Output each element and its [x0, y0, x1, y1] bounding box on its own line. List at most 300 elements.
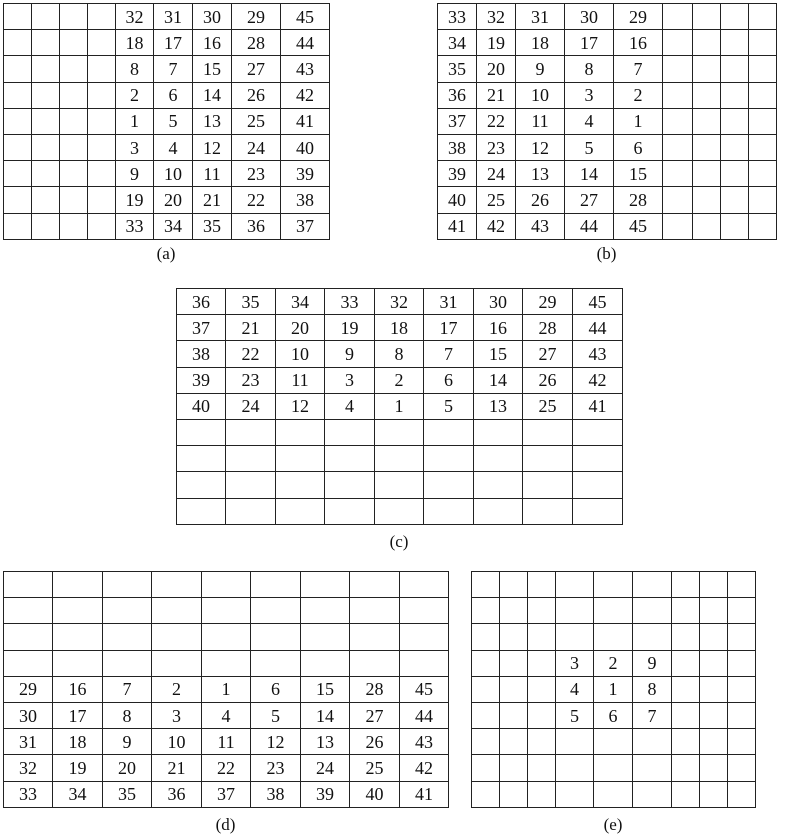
grid-cell: 24 [301, 755, 350, 781]
grid-cell: 42 [400, 755, 449, 781]
grid-cell [594, 624, 633, 650]
grid-row [177, 341, 623, 367]
grid-cell [663, 161, 693, 187]
grid-cell [594, 598, 633, 624]
grid-cell: 14 [193, 82, 232, 108]
grid-cell [728, 729, 756, 755]
grid-cell: 35 [438, 56, 477, 82]
grid-row [177, 367, 623, 393]
grid-cell: 29 [523, 289, 573, 315]
panel-caption-a: (a) [156, 244, 176, 263]
grid-cell: 1 [594, 676, 633, 702]
grid-cell: 41 [281, 108, 330, 134]
grid-cell [472, 650, 500, 676]
grid-cell: 9 [325, 341, 375, 367]
grid-cell: 29 [614, 4, 663, 30]
grid-cell: 13 [474, 393, 523, 419]
grid-cell [177, 419, 226, 445]
grid-cell [728, 572, 756, 598]
grid-cell: 2 [594, 650, 633, 676]
grid-cell: 17 [53, 702, 103, 728]
grid-cell [60, 213, 88, 239]
grid-cell: 8 [565, 56, 614, 82]
grid-cell [728, 755, 756, 781]
grid-cell [202, 624, 251, 650]
grid-row [472, 781, 756, 807]
grid-cell: 12 [276, 393, 325, 419]
grid-cell: 22 [226, 341, 276, 367]
grid-cell: 19 [477, 30, 516, 56]
grid-cell: 27 [523, 341, 573, 367]
grid-cell [672, 624, 700, 650]
grid-cell [749, 4, 777, 30]
grid-cell [672, 755, 700, 781]
grid-cell [721, 187, 749, 213]
grid-cell [721, 108, 749, 134]
grid-cell: 17 [154, 30, 193, 56]
grid-cell [4, 213, 32, 239]
grid-row [438, 213, 777, 239]
grid-cell [728, 781, 756, 807]
grid-cell: 43 [573, 341, 623, 367]
grid-cell [53, 624, 103, 650]
grid-cell [663, 4, 693, 30]
grid-row [438, 187, 777, 213]
grid-cell: 44 [400, 702, 449, 728]
grid-cell: 39 [438, 161, 477, 187]
grid-cell [728, 650, 756, 676]
grid-cell [721, 134, 749, 160]
grid-cell: 40 [281, 134, 330, 160]
grid-cell [556, 572, 594, 598]
grid-cell [4, 82, 32, 108]
grid-cell [721, 4, 749, 30]
grid-panel-a [3, 3, 330, 240]
grid-cell: 11 [193, 161, 232, 187]
grid-row [4, 598, 449, 624]
grid-cell [672, 781, 700, 807]
grid-cell: 34 [276, 289, 325, 315]
grid-cell: 35 [103, 781, 152, 807]
grid-row [4, 781, 449, 807]
grid-cell: 26 [232, 82, 281, 108]
grid-cell [88, 134, 116, 160]
grid-cell: 6 [594, 702, 633, 728]
grid-cell: 18 [53, 729, 103, 755]
grid-cell [700, 598, 728, 624]
grid-cell: 28 [350, 676, 400, 702]
panel-caption-e: (e) [603, 815, 623, 834]
grid-cell [573, 446, 623, 472]
grid-row [4, 755, 449, 781]
grid-cell [728, 676, 756, 702]
grid-cell: 9 [633, 650, 672, 676]
grid-cell: 45 [281, 4, 330, 30]
grid-cell [474, 446, 523, 472]
grid-cell [749, 82, 777, 108]
grid-cell [276, 472, 325, 498]
grid-cell [251, 598, 301, 624]
grid-cell [60, 82, 88, 108]
grid-cell [375, 498, 424, 524]
grid-cell [60, 187, 88, 213]
grid-cell [528, 572, 556, 598]
grid-cell [4, 598, 53, 624]
grid-cell [633, 729, 672, 755]
grid-cell: 15 [474, 341, 523, 367]
grid-cell [472, 755, 500, 781]
grid-cell: 36 [232, 213, 281, 239]
grid-cell [721, 161, 749, 187]
grid-cell: 33 [325, 289, 375, 315]
grid-cell [573, 498, 623, 524]
grid-row [4, 187, 330, 213]
grid-cell [693, 82, 721, 108]
grid-cell: 32 [477, 4, 516, 30]
grid-cell [60, 56, 88, 82]
grid-cell: 4 [154, 134, 193, 160]
grid-cell [400, 572, 449, 598]
grid-cell: 39 [301, 781, 350, 807]
grid-cell [523, 446, 573, 472]
grid-cell: 25 [232, 108, 281, 134]
grid-cell: 28 [614, 187, 663, 213]
grid-cell [53, 598, 103, 624]
grid-cell [594, 729, 633, 755]
grid-cell: 3 [325, 367, 375, 393]
grid-cell [500, 781, 528, 807]
grid-cell: 41 [573, 393, 623, 419]
grid-cell [749, 30, 777, 56]
grid-cell [633, 572, 672, 598]
grid-cell [594, 572, 633, 598]
grid-cell: 32 [375, 289, 424, 315]
grid-row [4, 572, 449, 598]
grid-cell: 7 [103, 676, 152, 702]
grid-cell: 15 [301, 676, 350, 702]
grid-cell [700, 729, 728, 755]
grid-cell [177, 472, 226, 498]
grid-cell: 11 [276, 367, 325, 393]
grid-cell [500, 755, 528, 781]
grid-cell [749, 161, 777, 187]
grid-cell: 15 [193, 56, 232, 82]
grid-cell: 10 [152, 729, 202, 755]
grid-cell: 16 [193, 30, 232, 56]
grid-cell [4, 161, 32, 187]
grid-cell [226, 498, 276, 524]
grid-cell: 7 [614, 56, 663, 82]
grid-cell [594, 781, 633, 807]
grid-cell: 15 [614, 161, 663, 187]
grid-cell [721, 213, 749, 239]
grid-cell [60, 30, 88, 56]
grid-cell [325, 498, 375, 524]
grid-cell: 21 [226, 315, 276, 341]
grid-row [177, 315, 623, 341]
grid-cell: 40 [177, 393, 226, 419]
grid-cell [528, 598, 556, 624]
grid-cell: 4 [325, 393, 375, 419]
grid-cell [88, 82, 116, 108]
grid-cell [700, 676, 728, 702]
grid-cell [251, 624, 301, 650]
grid-cell [672, 676, 700, 702]
grid-cell [276, 419, 325, 445]
grid-cell: 24 [226, 393, 276, 419]
grid-cell: 9 [116, 161, 154, 187]
grid-cell: 30 [565, 4, 614, 30]
grid-cell: 6 [614, 134, 663, 160]
grid-cell: 5 [556, 702, 594, 728]
grid-cell: 2 [116, 82, 154, 108]
grid-cell [500, 676, 528, 702]
grid-row [438, 134, 777, 160]
grid-cell: 42 [573, 367, 623, 393]
grid-cell: 7 [633, 702, 672, 728]
grid-cell [472, 781, 500, 807]
grid-cell: 24 [477, 161, 516, 187]
grid-row [472, 676, 756, 702]
grid-cell: 20 [103, 755, 152, 781]
grid-cell: 27 [350, 702, 400, 728]
grid-cell: 28 [232, 30, 281, 56]
grid-cell: 22 [477, 108, 516, 134]
grid-cell: 19 [53, 755, 103, 781]
grid-cell [528, 676, 556, 702]
grid-cell [663, 187, 693, 213]
grid-cell: 4 [202, 702, 251, 728]
grid-cell: 24 [232, 134, 281, 160]
grid-cell [693, 134, 721, 160]
grid-cell [663, 30, 693, 56]
grid-cell: 2 [152, 676, 202, 702]
grid-cell: 7 [154, 56, 193, 82]
grid-cell [60, 161, 88, 187]
grid-cell [103, 624, 152, 650]
grid-cell [53, 650, 103, 676]
grid-cell [177, 498, 226, 524]
grid-cell: 26 [523, 367, 573, 393]
grid-cell: 43 [516, 213, 565, 239]
grid-cell [4, 572, 53, 598]
grid-cell [424, 446, 474, 472]
grid-cell [523, 498, 573, 524]
grid-cell: 45 [573, 289, 623, 315]
grid-row [472, 755, 756, 781]
grid-cell: 32 [116, 4, 154, 30]
grid-cell: 10 [276, 341, 325, 367]
grid-cell [32, 4, 60, 30]
grid-cell: 16 [53, 676, 103, 702]
grid-cell: 37 [438, 108, 477, 134]
grid-cell: 1 [202, 676, 251, 702]
grid-cell: 33 [116, 213, 154, 239]
grid-cell [400, 598, 449, 624]
grid-cell: 5 [565, 134, 614, 160]
grid-cell [32, 30, 60, 56]
grid-row [4, 4, 330, 30]
grid-cell [4, 56, 32, 82]
grid-cell [88, 30, 116, 56]
grid-cell: 23 [232, 161, 281, 187]
grid-cell [32, 134, 60, 160]
grid-row [4, 30, 330, 56]
grid-row [4, 624, 449, 650]
grid-cell: 29 [232, 4, 281, 30]
grid-cell [88, 161, 116, 187]
grid-cell [301, 650, 350, 676]
grid-row [4, 213, 330, 239]
grid-cell [32, 56, 60, 82]
grid-cell [556, 755, 594, 781]
grid-cell: 3 [556, 650, 594, 676]
grid-cell: 5 [251, 702, 301, 728]
panel-caption-d: (d) [215, 815, 236, 834]
grid-cell: 21 [193, 187, 232, 213]
grid-cell: 4 [565, 108, 614, 134]
grid-cell [749, 108, 777, 134]
grid-cell [60, 4, 88, 30]
grid-cell [556, 624, 594, 650]
grid-cell [663, 134, 693, 160]
grid-cell [103, 572, 152, 598]
grid-row [472, 572, 756, 598]
grid-cell [693, 213, 721, 239]
grid-cell: 25 [523, 393, 573, 419]
grid-cell [728, 624, 756, 650]
grid-panel-e [471, 571, 756, 808]
grid-cell: 20 [154, 187, 193, 213]
grid-cell: 38 [177, 341, 226, 367]
grid-cell [4, 134, 32, 160]
grid-cell: 11 [516, 108, 565, 134]
grid-row [4, 108, 330, 134]
grid-cell: 10 [154, 161, 193, 187]
grid-cell [350, 572, 400, 598]
grid-cell: 38 [281, 187, 330, 213]
grid-cell: 8 [633, 676, 672, 702]
grid-cell [32, 161, 60, 187]
grid-cell [152, 572, 202, 598]
grid-cell [276, 498, 325, 524]
grid-cell: 14 [474, 367, 523, 393]
grid-cell: 45 [400, 676, 449, 702]
grid-cell: 39 [281, 161, 330, 187]
grid-cell: 31 [516, 4, 565, 30]
grid-cell: 37 [202, 781, 251, 807]
grid-cell: 36 [438, 82, 477, 108]
grid-cell [472, 702, 500, 728]
grid-cell [32, 187, 60, 213]
grid-cell [672, 572, 700, 598]
grid-cell: 1 [116, 108, 154, 134]
grid-cell [4, 624, 53, 650]
grid-cell: 3 [152, 702, 202, 728]
grid-cell [325, 472, 375, 498]
grid-cell [672, 702, 700, 728]
grid-cell [251, 650, 301, 676]
grid-cell [202, 572, 251, 598]
grid-cell: 26 [516, 187, 565, 213]
grid-cell: 23 [251, 755, 301, 781]
grid-cell: 34 [154, 213, 193, 239]
grid-cell: 22 [202, 755, 251, 781]
grid-cell: 30 [474, 289, 523, 315]
grid-cell: 8 [103, 702, 152, 728]
grid-cell: 3 [116, 134, 154, 160]
grid-cell: 10 [516, 82, 565, 108]
grid-cell [350, 598, 400, 624]
grid-panel-d [3, 571, 449, 808]
grid-cell: 8 [116, 56, 154, 82]
grid-cell: 34 [438, 30, 477, 56]
grid-cell: 42 [281, 82, 330, 108]
grid-cell [325, 446, 375, 472]
grid-cell: 14 [565, 161, 614, 187]
grid-cell [32, 108, 60, 134]
grid-cell [500, 729, 528, 755]
grid-cell [528, 702, 556, 728]
grid-cell [301, 598, 350, 624]
grid-row [472, 729, 756, 755]
grid-row [472, 650, 756, 676]
grid-row [438, 82, 777, 108]
grid-cell: 41 [438, 213, 477, 239]
grid-row [177, 498, 623, 524]
grid-cell [663, 108, 693, 134]
grid-cell [400, 650, 449, 676]
grid-cell [350, 650, 400, 676]
grid-cell: 45 [614, 213, 663, 239]
grid-cell [700, 650, 728, 676]
grid-cell: 6 [424, 367, 474, 393]
grid-cell [594, 755, 633, 781]
grid-row [438, 161, 777, 187]
grid-cell [633, 755, 672, 781]
grid-cell [721, 82, 749, 108]
grid-cell: 40 [438, 187, 477, 213]
grid-cell: 31 [424, 289, 474, 315]
grid-cell [672, 598, 700, 624]
grid-cell: 44 [573, 315, 623, 341]
grid-row [177, 446, 623, 472]
grid-cell [4, 108, 32, 134]
grid-cell [700, 702, 728, 728]
grid-cell [4, 187, 32, 213]
grid-cell: 33 [438, 4, 477, 30]
grid-cell [556, 598, 594, 624]
grid-cell [474, 498, 523, 524]
grid-cell: 33 [4, 781, 53, 807]
grid-cell [325, 419, 375, 445]
grid-cell [375, 446, 424, 472]
grid-cell [700, 755, 728, 781]
grid-cell: 17 [424, 315, 474, 341]
grid-cell [32, 82, 60, 108]
grid-row [438, 56, 777, 82]
grid-cell: 42 [477, 213, 516, 239]
grid-cell [693, 161, 721, 187]
grid-cell [528, 781, 556, 807]
grid-cell [500, 702, 528, 728]
grid-cell [573, 472, 623, 498]
grid-cell [672, 650, 700, 676]
grid-cell [633, 598, 672, 624]
grid-row [177, 472, 623, 498]
grid-row [438, 4, 777, 30]
grid-cell: 17 [565, 30, 614, 56]
